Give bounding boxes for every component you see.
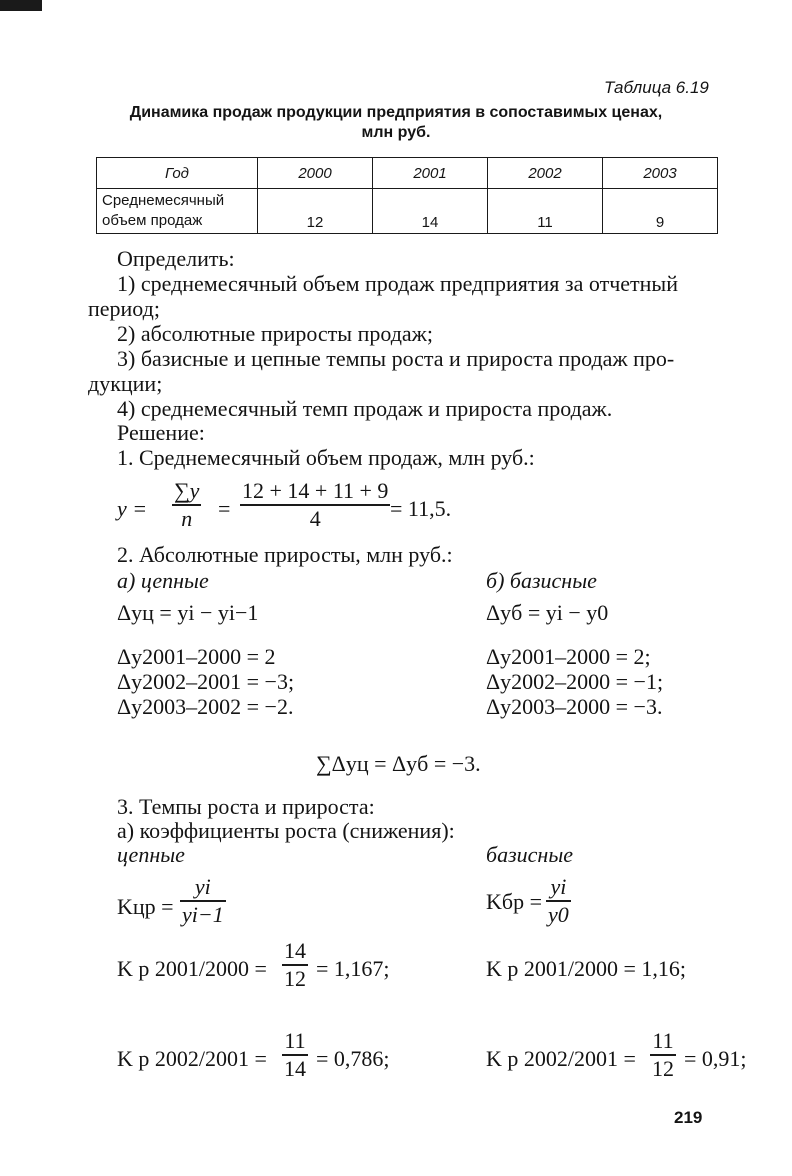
k2002-chain-result: = 0,786; <box>316 1046 390 1071</box>
mean-sum-denominator: 4 <box>309 505 321 531</box>
k2002-base-fraction <box>650 1028 676 1082</box>
k2002-base-numerator: 11 <box>652 1028 674 1053</box>
kb-fraction <box>546 874 571 928</box>
header-year: Год <box>97 158 258 189</box>
kb-denominator: y0 <box>548 901 569 927</box>
sum-line: ∑Δyц = Δyб = −3. <box>316 751 481 776</box>
k2001-chain-numerator: 14 <box>284 938 306 963</box>
mean-result: = 11,5. <box>390 496 452 521</box>
row-label-line2: объем продаж <box>102 212 203 229</box>
chain-value-1: Δy2001–2000 = 2 <box>117 644 276 669</box>
task-item3-a: 3) базисные и цепные темпы роста и прироста продаж про- <box>117 346 675 371</box>
value-2001: 14 <box>373 189 488 234</box>
chain-value-2: Δy2002–2001 = −3; <box>117 669 295 694</box>
sales-table <box>96 157 718 234</box>
table-title-line1: Динамика продаж продукции предприятия в сопоставимых ценах, <box>129 104 663 121</box>
kc-fraction <box>180 874 226 928</box>
corner-mark <box>0 0 42 11</box>
step3-heading: 3. Темпы роста и прироста: <box>117 794 375 819</box>
table-caption: Таблица 6.19 <box>604 78 709 97</box>
k2002-chain-lhs: K p 2002/2001 = <box>117 1046 267 1071</box>
kc-numerator: yi <box>194 874 211 899</box>
kb-lhs: Kбp = <box>486 889 542 914</box>
chain-formula: Δyц = yi − yi−1 <box>117 600 259 625</box>
base-label: б) базисные <box>486 568 597 593</box>
header-2001: 2001 <box>373 158 488 189</box>
mean-sum-fraction <box>240 478 390 532</box>
header-2003: 2003 <box>603 158 718 189</box>
value-2000: 12 <box>258 189 373 234</box>
task-intro: Определить: <box>117 246 235 271</box>
k2002-base-denominator: 12 <box>652 1055 674 1081</box>
k2001-base: K p 2001/2000 = 1,16; <box>486 956 687 981</box>
mean-equals: = <box>218 496 231 521</box>
mean-numerator: ∑y <box>174 478 200 503</box>
table-header-row <box>97 158 718 189</box>
mean-fraction <box>172 478 201 532</box>
mean-lhs: y = <box>117 496 148 521</box>
value-2003: 9 <box>603 189 718 234</box>
row-label-line1: Среднемесячный <box>102 192 225 209</box>
step2-heading: 2. Абсолютные приросты, млн руб.: <box>117 542 453 567</box>
step3a-heading: а) коэффициенты роста (снижения): <box>117 818 455 843</box>
k2001-chain-fraction <box>282 938 308 992</box>
kc-denominator: yi−1 <box>182 901 224 927</box>
base-column-label: базисные <box>486 842 573 867</box>
task-item4: 4) среднемесячный темп продаж и прироста продаж. <box>117 396 613 421</box>
task-item1-a: 1) среднемесячный объем продаж предприятия за отчетный <box>117 271 678 296</box>
row-label <box>97 189 258 234</box>
task-item3-b: дукции; <box>88 371 163 396</box>
k2001-chain-lhs: K p 2001/2000 = <box>117 956 267 981</box>
table-title-line2: млн руб. <box>361 124 431 141</box>
chain-label: а) цепные <box>117 568 209 593</box>
base-value-1: Δy2001–2000 = 2; <box>486 644 651 669</box>
base-value-3: Δy2003–2000 = −3. <box>486 694 663 719</box>
value-2002: 11 <box>488 189 603 234</box>
base-formula: Δyб = yi − y0 <box>486 600 609 625</box>
kb-numerator: yi <box>550 874 567 899</box>
mean-denominator: n <box>181 505 193 531</box>
header-2002: 2002 <box>488 158 603 189</box>
k2001-chain-denominator: 12 <box>284 965 306 991</box>
table-row <box>97 189 718 234</box>
task-item1-b: период; <box>88 296 160 321</box>
base-value-2: Δy2002–2000 = −1; <box>486 669 664 694</box>
kc-lhs: Kцp = <box>117 894 174 919</box>
mean-sum-numerator: 12 + 14 + 11 + 9 <box>242 478 389 503</box>
solution-heading: Решение: <box>117 420 205 445</box>
k2002-chain-numerator: 11 <box>284 1028 306 1053</box>
k2002-base-lhs: K p 2002/2001 = <box>486 1046 636 1071</box>
page-number: 219 <box>674 1108 703 1127</box>
k2002-chain-denominator: 14 <box>284 1055 306 1081</box>
header-2000: 2000 <box>258 158 373 189</box>
task-item2: 2) абсолютные приросты продаж; <box>117 321 433 346</box>
chain-column-label: цепные <box>117 842 185 867</box>
chain-value-3: Δy2003–2002 = −2. <box>117 694 294 719</box>
k2002-base-result: = 0,91; <box>684 1046 747 1071</box>
step1-heading: 1. Среднемесячный объем продаж, млн руб.: <box>117 445 535 470</box>
k2002-chain-fraction <box>282 1028 308 1082</box>
k2001-chain-result: = 1,167; <box>316 956 390 981</box>
